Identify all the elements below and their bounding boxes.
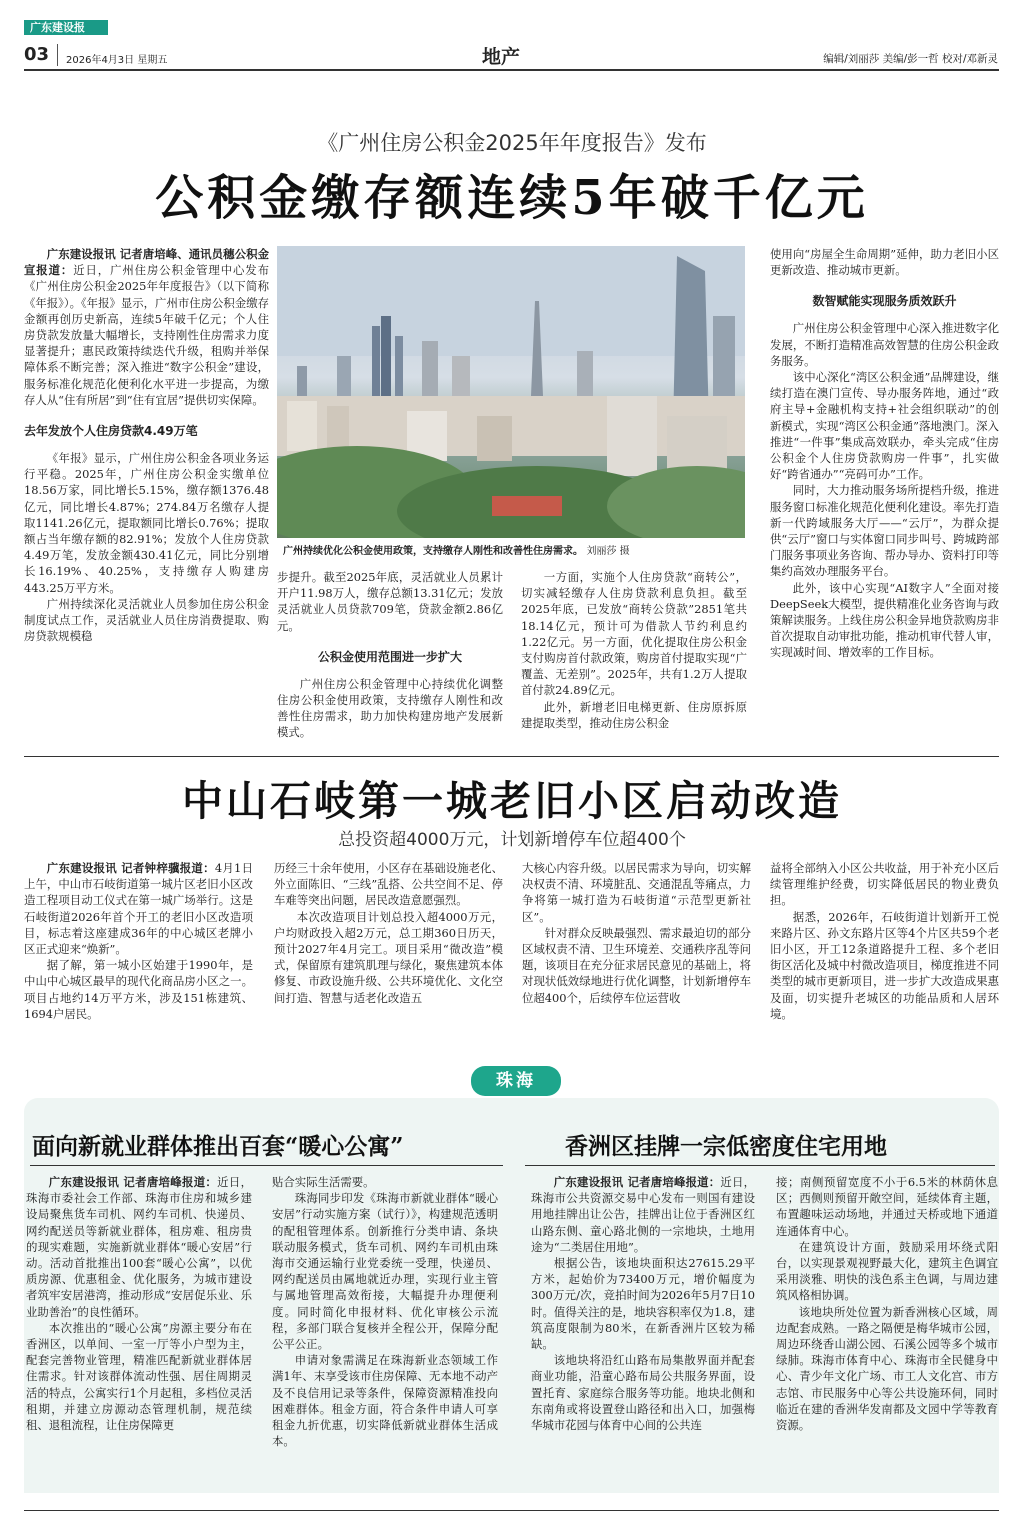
zhuhai-paragraph: 本次推出的“暖心公寓”房源主要分布在香洲区，以单间、一室一厅等小户型为主，配套完善物业管理，精准匹配新就业群体居住需求。针对该群体流动性强、居住周期灵活的特点，公寓实行1个月起租，多档位灵活租期，并建立房源动态管理机制，规范续租、退租流程，让住房保障更 xyxy=(26,1320,252,1433)
story2-paragraph: 4月1日上午，中山市石岐街道第一城片区老旧小区改造工程项目动工仪式在第一城广场举行。这是石岐街道2026年首个开工的老旧小区改造项目，标志着这座建成36年的中心城区老牌小区正式迎来“焕新”。 xyxy=(24,861,254,957)
story2-paragraph: 据悉，2026年，石岐街道计划新开工悦来路片区、孙文东路片区等4个片区共59个老旧小区，开工12条道路提升工程、多个老旧街区活化及城中村微改造项目，梯度推进不同类型的城市更新项目，进一步扩大改造成果惠及面，切实提升老城区的功能品质和人居环境。 xyxy=(770,909,999,1021)
issue-date: 2026年4月3日 星期五 xyxy=(66,55,168,66)
zhuhai-paragraph: 贴合实际生活需要。 xyxy=(272,1175,375,1189)
zhuhai-story-a-byline: 广东建设报讯 记者唐培峰报道： xyxy=(48,1175,218,1189)
zhuhai-section-tag: 珠海 xyxy=(471,1066,561,1096)
page-bottom-rule xyxy=(24,1510,999,1511)
photo-caption-text: 广州持续优化公积金使用政策，支持缴存人刚性和改善性住房需求。 xyxy=(283,546,583,557)
story2-column-4 xyxy=(770,860,999,1022)
zhuhai-paragraph: 近日，珠海市委社会工作部、珠海市住房和城乡建设局聚焦货车司机、网约车司机、快递员、网约配送员等新就业群体，租房难、租房贵的现实难题，实施新就业群体“暖心安居”行动。活动首批推出100套“暖心公寓”，以优质房源、优惠租金、优化服务，为城市建设者筑牢安居港湾，推动形成“安居促乐业、乐业助善治”的良性循环。 xyxy=(26,1175,252,1319)
story1-subhead-scope: 公积金使用范围进一步扩大 xyxy=(317,649,462,664)
story1-paragraph: 近日，广州住房公积金管理中心发布《广州住房公积金2025年年度报告》（以下简称《年报》）。《年报》显示，广州市住房公积金缴存金额再创历史新高，连续5年破千亿元；个人住房贷款发放量大幅增长，支持刚性住房需求力度显著提升；惠民政策持续迭代升级，租购并举保障体系不断完善；深入推进“数字公积金”建设，服务标准化规范化便利化水平进一步提高，为缴存人从“住有所居”到“住有宜居”提供切实保障。 xyxy=(24,263,269,407)
masthead-rule xyxy=(24,69,999,71)
zhuhai-story-b-headline: 香洲区挂牌一宗低密度住宅用地 xyxy=(565,1133,887,1160)
story1-paragraph: 广州持续深化灵活就业人员参加住房公积金制度试点工作，灵活就业人员住房消费提取、购房贷款规模稳 xyxy=(24,596,269,644)
story2-byline: 广东建设报讯 记者钟梓骥报道： xyxy=(46,861,215,875)
zhuhai-paragraph: 在建筑设计方面，鼓励采用坏绕式阳台，以实现景观视野最大化，建筑主色调宜采用淡雅、明快的浅色系主色调，与周边建筑风格相协调。 xyxy=(776,1239,998,1303)
zhuhai-paragraph: 根据公告，该地块面积达27615.29平方米，起始价为73400万元，增价幅度为300万元/次，竞拍时间为2026年5月7日10时。值得关注的是，地块容积率仅为1.8，建筑高度限制为80米，在新香洲片区较为稀缺。 xyxy=(531,1256,755,1352)
story1-paragraph: 一方面，实施个人住房贷款“商转公”，切实减轻缴存人住房贷款利息负担。截至2025年底，已发放“商转公贷款”2851笔共18.14亿元，预计可为借款人节约利息约1.22亿元。另一方面，优化提取住房公积金支付购房首付款政策，购房首付提取实现“广覆盖、无差别”。2025年，共有1.2万人提取首付款24.89亿元。 xyxy=(521,570,747,698)
page-number: 03 xyxy=(24,44,50,65)
masthead-divider xyxy=(57,44,58,66)
story1-column-4 xyxy=(770,246,999,661)
story1-paragraph: 步提升。截至2025年底，灵活就业人员累计开户11.98万人，缴存总额13.31亿元；发放灵活就业人员贷款709笔，贷款金额2.86亿元。 xyxy=(277,570,503,633)
zhuhai-story-b-byline: 广东建设报讯 记者唐培峰报道： xyxy=(553,1175,721,1189)
section-title: 地产 xyxy=(482,46,521,68)
zhuhai-paragraph: 接；南侧预留宽度不小于6.5米的林荫休息区；西侧则预留开敞空间，延续体育主题，布置趣味运动场地，并通过天桥或地下通道连通体育中心。 xyxy=(776,1175,998,1238)
story2-column-1 xyxy=(24,860,253,1022)
story2-headline: 中山石岐第一城老旧小区启动改造 xyxy=(182,777,842,825)
story2-column-3 xyxy=(522,860,751,1006)
story1-paragraph: 广州住房公积金管理中心持续优化调整住房公积金使用政策，支持缴存人刚性和改善性住房需求，助力加快构建房地产发展新模式。 xyxy=(277,676,503,740)
story1-column-3 xyxy=(521,569,747,731)
story1-headline: 公积金缴存额连续5年破千亿元 xyxy=(155,170,869,226)
story1-subhead-digital: 数智赋能实现服务质效跃升 xyxy=(812,294,957,309)
story1-paragraph: 使用向“房屋全生命周期”延伸，助力老旧小区更新改造、推动城市更新。 xyxy=(770,247,999,278)
story2-paragraph: 大核心内容升级。以居民需求为导向，切实解决权责不清、环境脏乱、交通混乱等痛点，力争将第一城打造为石岐街道“示范型更新社区”。 xyxy=(522,861,751,924)
story2-paragraph: 本次改造项目计划总投入超4000万元，户均财政投入超2万元，总工期360日历天，预计2027年4月完工。项目采用“微改造”模式，保留原有建筑肌理与绿化，聚焦建筑本体修复、市政设施升级、公共环境优化、文化空间打造、智慧与适老化改造五 xyxy=(274,909,503,1005)
zhuhai-paragraph: 该地块将沿红山路布局集散界面并配套商业功能，沿童心路布局公共服务界面，设置托育、家庭综合服务等功能。地块北侧和东南角或将设置登山路径和出入口，加强梅华城市花园与体育中心间的公共连 xyxy=(531,1353,755,1433)
story1-column-2 xyxy=(277,569,503,741)
photo-caption xyxy=(283,542,743,557)
story1-paragraph: 同时，大力推动服务场所提档升级，推进服务窗口标准化规范化便利化建设。率先打造新一代跨域服务大厅——“云厅”，为群众提供“云厅”窗口与实体窗口同步叫号、跨城跨部门服务事项业务咨询、帮办导办、资料打印等集约高效办理服务平台。 xyxy=(770,483,999,579)
story2-paragraph: 益将全部纳入小区公共收益，用于补充小区后续管理维护经费，切实降低居民的物业费负担。 xyxy=(770,861,999,908)
story2-paragraph: 针对群众反映最强烈、需求最迫切的部分区域权责不清、卫生环境差、交通秩序乱等问题，该项目在充分征求居民意见的基础上，将对现状低效绿地进行优化调整，计划新增停车位超400个，后续停车位运营收 xyxy=(522,925,751,1005)
story1-paragraph: 广州住房公积金管理中心深入推进数字化发展，不断打造精准高效智慧的住房公积金政务服务。 xyxy=(770,321,999,368)
story1-paragraph: 该中心深化“湾区公积金通”品牌建设，继续打造在澳门宣传、导办服务阵地，通过“政府主导+金融机构支持+社会组织联动”的创新模式，实现“湾区公积金通”落地澳门。深入推进“一件事”集成高效联办，牵头完成“住房公积金个人住房贷款购房一件事”，扎实做好“跨省通办”“亮码可办”工作。 xyxy=(770,370,999,482)
story1-paragraph: 《年报》显示，广州住房公积金各项业务运行平稳。2025年，广州住房公积金实缴单位18.56万家，同比增长5.15%，缴存额1376.48亿元，同比增长4.87%；274.84万名缴存人提取1141.26亿元，提取额同比增长0.76%；提取额占当年缴存额的82.91%；发放个人住房贷款4.49万笔，发放金额430.41亿元，同比分别增长16.19%、40.25%，支持缴存人购建房443.25万平方米。 xyxy=(24,451,269,595)
zhuhai-paragraph: 申请对象需满足在珠海新业态领域工作满1年、末享受该市住房保障、无本地不动产及不良信用记录等条件，保障资源精准投向困难群体。租金方面，符合条件申请人可享租金九折优惠，切实降低新就业群体生活成本。 xyxy=(272,1353,498,1449)
story1-kicker: 《广州住房公积金2025年年度报告》发布 xyxy=(317,131,707,155)
story2-paragraph: 历经三十余年使用，小区存在基础设施老化、外立面陈旧、“三线”乱搭、公共空间不足、停车难等突出问题，居民改造意愿强烈。 xyxy=(274,861,503,908)
zhuhai-story-a-column-1 xyxy=(26,1174,252,1433)
zhuhai-story-a-rule xyxy=(30,1165,503,1166)
zhuhai-story-a-headline: 面向新就业群体推出百套“暖心公寓” xyxy=(32,1133,404,1160)
story2-column-2 xyxy=(274,860,503,1006)
zhuhai-paragraph: 珠海同步印发《珠海市新就业群体“暖心安居”行动实施方案（试行）》，构建规范透明的配租管理体系。创新推行分类申请、条块联动服务模式，货车司机、网约车司机由珠海市交通运输行业党委统一受理，快递员、网约配送员由属地就近办理，实现行业主管与属地管理高效衔接，大幅提升办理便利度。同时简化申报材料、优化审核公示流程，多部门联合复核并全程公开，保障分配公平公正。 xyxy=(272,1191,498,1352)
skyline-illustration xyxy=(277,246,745,538)
guangzhou-skyline-photo xyxy=(277,246,745,538)
story1-subhead-loans: 去年发放个人住房贷款4.49万笔 xyxy=(24,424,198,439)
zhuhai-paragraph: 近日，珠海市公共资源交易中心发布一则国有建设用地挂牌出让公告，挂牌出让位于香洲区红山路东侧、童心路北侧的一宗地块，土地用途为“二类居住用地”。 xyxy=(531,1175,755,1254)
story-divider xyxy=(24,756,999,757)
zhuhai-story-b-rule xyxy=(525,1165,995,1166)
paper-name-tag: 广东建设报 xyxy=(24,20,108,35)
zhuhai-story-a-column-2 xyxy=(272,1174,498,1449)
zhuhai-paragraph: 该地块所处位置为新香洲核心区域，周边配套成熟。一路之隔便是梅华城市公园，周边环绕香山湖公园、石溪公园等多个城市绿肺。珠海市体育中心、珠海市全民健身中心、青少年文化广场、市工人文化宫、市方志馆、市民服务中心等公共设施环伺，同时临近在建的香洲华发南都及文园中学等教育资源。 xyxy=(776,1304,998,1433)
story2-paragraph: 据了解，第一城小区始建于1990年，是中山中心城区最早的现代化商品房小区之一。项目占地约14万平方米，涉及151栋建筑、1694户居民。 xyxy=(24,958,253,1021)
zhuhai-story-b-column-1 xyxy=(531,1174,755,1433)
story1-column-1 xyxy=(24,246,269,644)
zhuhai-story-b-column-2 xyxy=(776,1174,998,1433)
story1-paragraph: 此外，该中心实现“AI数字人”全面对接DeepSeek大模型，提供精准化业务咨询与政策解读服务。上线住房公积金异地贷款购房非首次提取自动审批功能，推动机审代替人审，实现减时间、增效率的工作目标。 xyxy=(770,580,999,660)
photo-credit: 刘丽莎 摄 xyxy=(586,546,630,557)
story1-byline: 广东建设报讯 记者唐培峰、通讯员穗公积金宣报道： xyxy=(24,247,269,278)
story2-deck: 总投资超4000万元，计划新增停车位超400个 xyxy=(338,830,686,850)
story1-paragraph: 此外，新增老旧电梯更新、住房原拆原建提取类型，推动住房公积金 xyxy=(521,699,747,730)
editor-credits: 编辑/刘丽莎 美编/彭一哲 校对/邓新灵 xyxy=(823,53,998,65)
